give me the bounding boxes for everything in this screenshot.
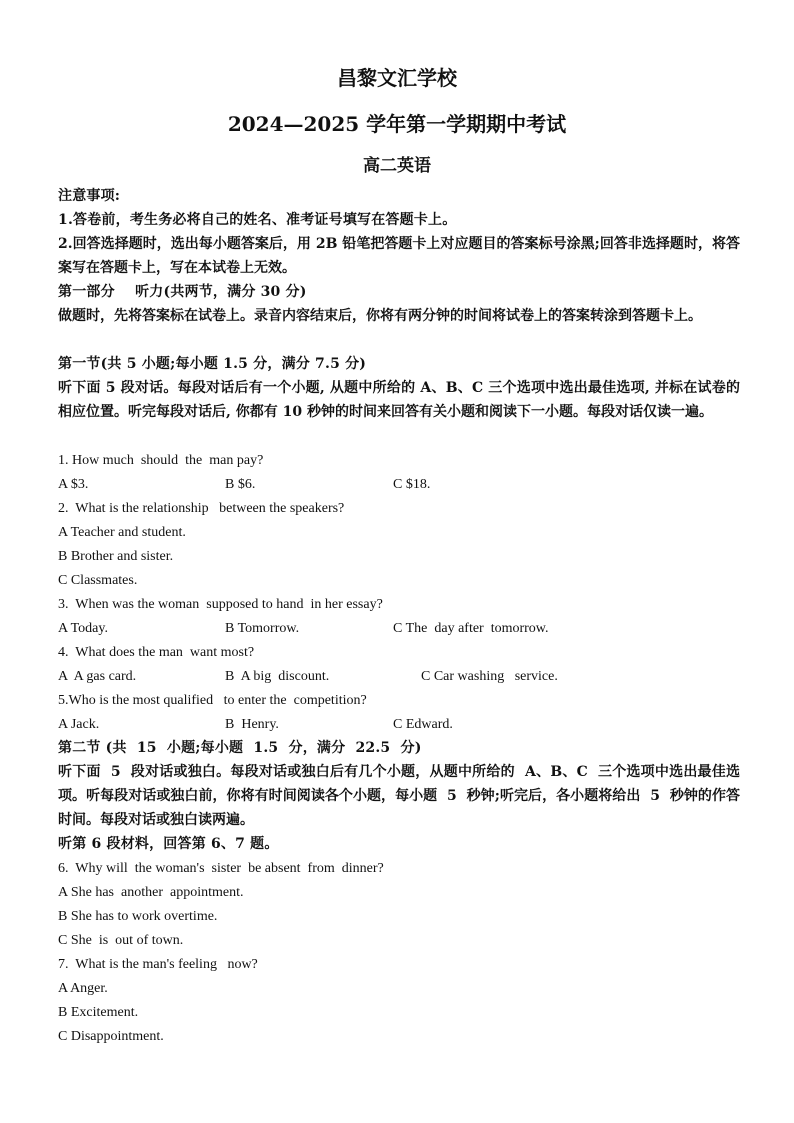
q6-option-b: B She has to work overtime. [58, 909, 218, 924]
exam-title: 2024—2025 学年第一学期期中考试 [227, 112, 567, 136]
q4-option-c: C Car washing service. [421, 669, 558, 684]
question-6: 6. Why will the woman's sister be absent from dinner? [58, 861, 384, 876]
q2-option-a: A Teacher and student. [58, 525, 186, 540]
note-item-2: 2.回答选择题时，选出每小题答案后，用 2B 铅笔把答题卡上对应题目的答案标号涂黑;回答非选择题时，将答案写在答题卡上，写在本试卷上无效。 [58, 236, 740, 276]
q4-option-b: B A big discount. [225, 669, 330, 684]
question-7: 7. What is the man's feeling now? [58, 957, 258, 972]
question-1: 1. How much should the man pay? [58, 453, 264, 468]
school-title: 昌黎文汇学校 [337, 66, 457, 90]
q3-option-b: B Tomorrow. [225, 621, 300, 636]
q7-option-c: C Disappointment. [58, 1029, 164, 1044]
q6-option-a: A She has another appointment. [58, 885, 244, 900]
q5-option-a: A Jack. [58, 717, 100, 732]
section2-heading: 第二节 (共 15 小题;每小题 1.5 分，满分 22.5 分) [58, 740, 422, 756]
q6-option-c: C She is out of town. [58, 933, 184, 948]
question-3: 3. When was the woman supposed to hand in her essay? [58, 597, 383, 612]
part1-intro: 做题时，先将答案标在试卷上。录音内容结束后，你将有两分钟的时间将试卷上的答案转涂到答题卡上。 [58, 308, 702, 324]
note-item-1: 1.答卷前，考生务必将自己的姓名、准考证号填写在答题卡上。 [58, 212, 457, 228]
section1-heading: 第一节(共 5 小题;每小题 1.5 分，满分 7.5 分) [58, 356, 367, 372]
q7-option-a: A Anger. [58, 981, 108, 996]
question-4: 4. What does the man want most? [58, 645, 255, 660]
q5-option-c: C Edward. [393, 717, 453, 732]
subject-title: 高二英语 [363, 156, 431, 176]
part1-heading: 第一部分 听力(共两节，满分 30 分) [58, 284, 307, 300]
section1-intro: 听下面 5 段对话。每段对话后有一个小题, 从题中所给的 A、B、C 三个选项中选出最佳选项, 并标在试卷的相应位置。听完每段对话后, 你都有 10 秒钟的时间来回答有关小题和阅读下一小题。每段对话仅读一遍。 [58, 380, 740, 420]
notes-heading: 注意事项: [58, 188, 121, 204]
q3-option-c: C The day after tomorrow. [393, 621, 549, 636]
q2-option-c: C Classmates. [58, 573, 138, 588]
q1-option-c: C $18. [393, 477, 431, 492]
question-2: 2. What is the relationship between the speakers? [58, 501, 345, 516]
q5-option-b: B Henry. [225, 717, 279, 732]
question-5: 5.Who is the most qualified to enter the competition? [58, 693, 367, 708]
material-instruction: 听第 6 段材料，回答第 6、7 题。 [58, 836, 279, 852]
q7-option-b: B Excitement. [58, 1005, 139, 1020]
q1-option-b: B $6. [225, 477, 256, 492]
q3-option-a: A Today. [58, 621, 108, 636]
q1-option-a: A $3. [58, 477, 89, 492]
q4-option-a: A A gas card. [58, 669, 137, 684]
q2-option-b: B Brother and sister. [58, 549, 174, 564]
section2-intro: 听下面 5 段对话或独白。每段对话或独白后有几个小题，从题中所给的 A、B、C 三个选项中选出最佳选项。听每段对话或独白前，你将有时间阅读各个小题，每小题 5 秒钟;听完后，各小题将给出 5 秒钟的作答时间。每段对话或独白读两遍。 [58, 764, 740, 828]
